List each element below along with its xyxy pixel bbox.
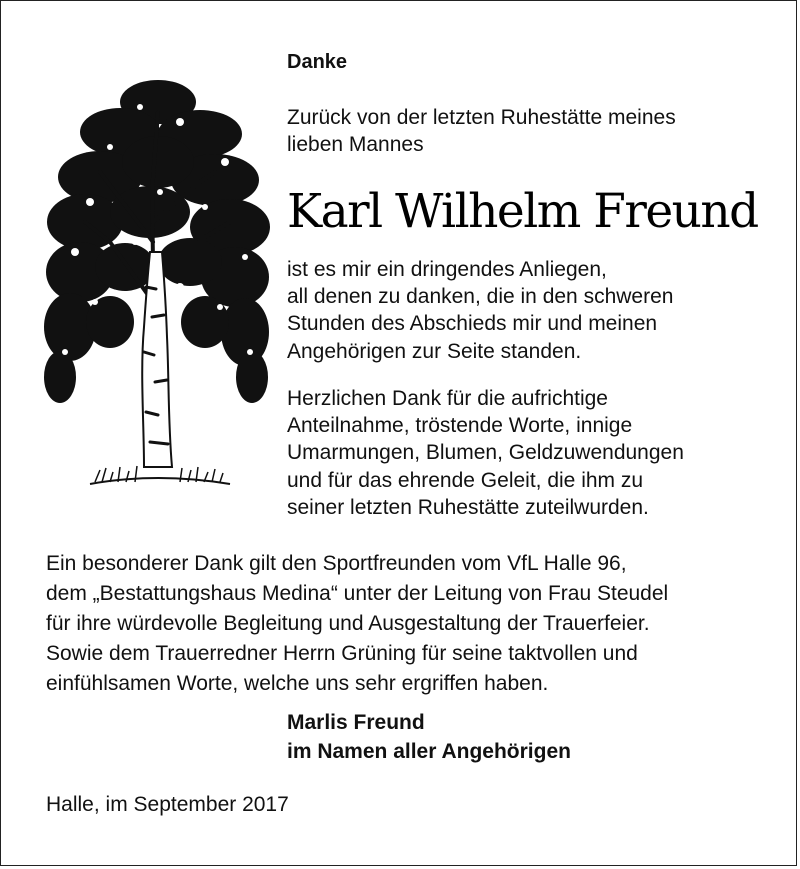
thanks-paragraph-2	[287, 385, 684, 521]
paragraph-line: Umarmungen, Blumen, Geldzuwendungen	[287, 441, 684, 465]
paragraph-line: einfühlsamen Worte, welche uns sehr ergriffen haben.	[46, 672, 549, 695]
paragraph-line: und für das ehrende Geleit, die ihm zu	[287, 468, 644, 492]
paragraph-line: Stunden des Abschieds mir und meinen	[287, 312, 658, 336]
thanks-paragraph-3	[46, 549, 668, 699]
paragraph-line: Sowie dem Trauerredner Herrn Grüning für seine taktvollen und	[46, 642, 638, 665]
signature-subline: im Namen aller Angehörigen	[287, 740, 571, 763]
paragraph-line: Angehörigen zur Seite standen.	[287, 339, 582, 363]
paragraph-line: Herzlichen Dank für die aufrichtige	[287, 387, 608, 410]
place-date: Halle, im September 2017	[46, 793, 289, 816]
paragraph-line: all denen zu danken, die in den schweren	[287, 285, 674, 309]
paragraph-line: ist es mir ein dringendes Anliegen,	[287, 258, 607, 281]
birch-tree-icon	[40, 72, 275, 492]
paragraph-line: für ihre würdevolle Begleitung und Ausgestaltung der Trauerfeier.	[46, 612, 650, 635]
intro-line: lieben Mannes	[287, 133, 424, 156]
deceased-name: Karl Wilhelm Freund	[287, 184, 758, 239]
intro-line: Zurück von der letzten Ruhestätte meines	[287, 106, 676, 129]
paragraph-line: Anteilnahme, tröstende Worte, innige	[287, 414, 633, 438]
thanks-paragraph-1	[287, 256, 673, 365]
signature-name: Marlis Freund	[287, 711, 425, 734]
intro-text	[287, 104, 676, 158]
paragraph-line: Ein besonderer Dank gilt den Sportfreunden vom VfL Halle 96,	[46, 552, 627, 575]
paragraph-line: seiner letzten Ruhestätte zuteilwurden.	[287, 495, 649, 519]
paragraph-line: dem „Bestattungshaus Medina“ unter der Leitung von Frau Steudel	[46, 582, 669, 605]
signature	[287, 708, 571, 766]
notice-heading: Danke	[287, 51, 348, 73]
